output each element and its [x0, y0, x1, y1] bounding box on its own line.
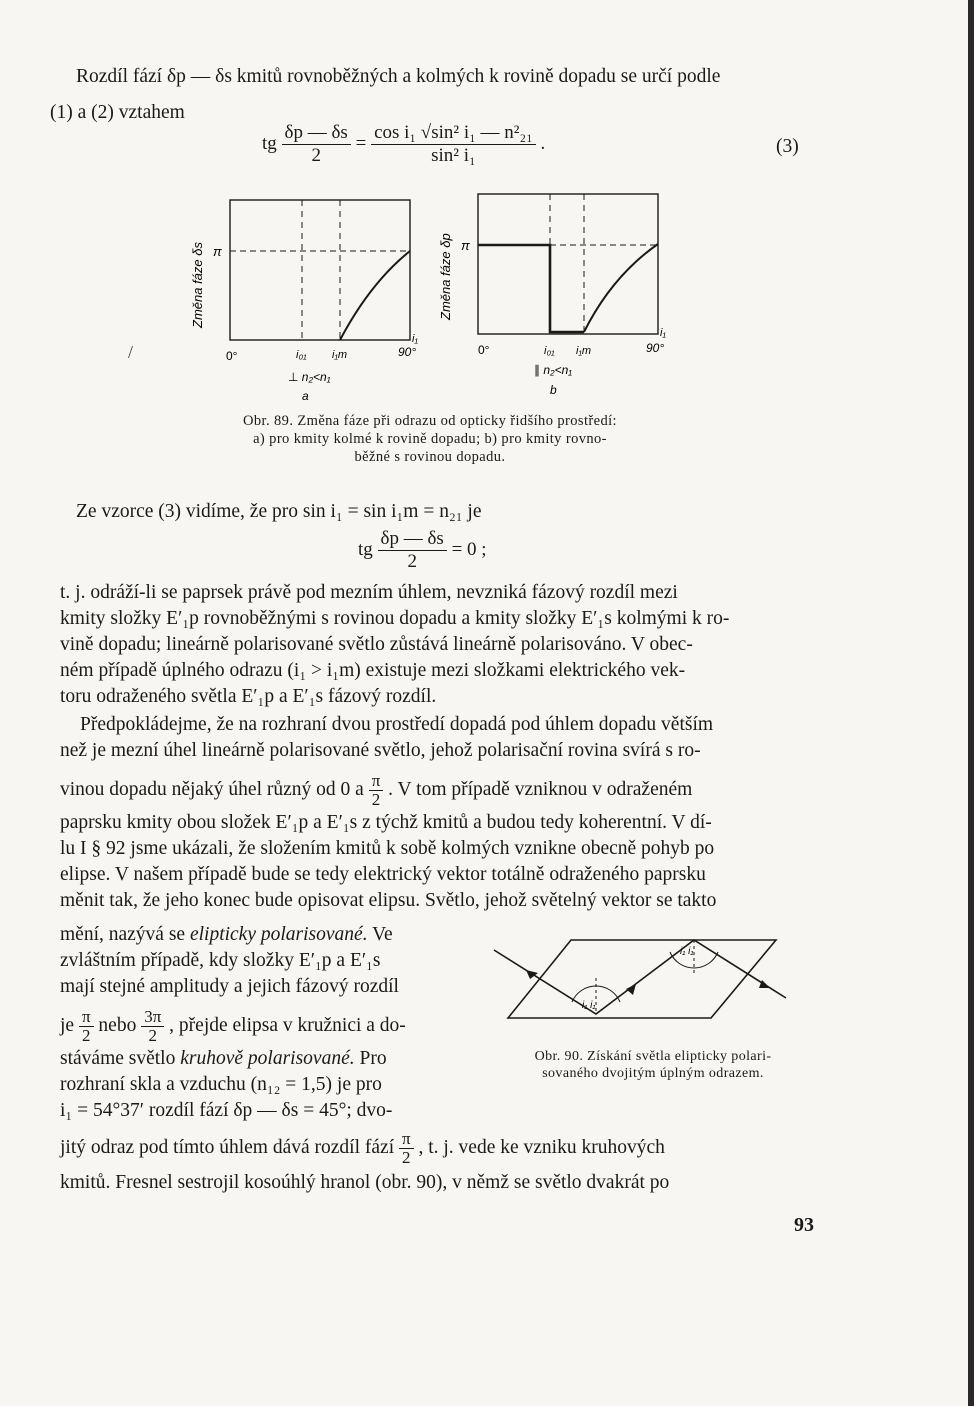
fig89-caption-line: Obr. 89. Změna fáze při odrazu od opticky řidšího prostředí: [243, 413, 617, 429]
narrow-4-f1-den: 2 [82, 1026, 91, 1045]
narrow-5c: Pro [354, 1048, 387, 1069]
eq3-equals: = [355, 132, 367, 154]
last1-num: π [399, 1130, 414, 1149]
eq3-rhs-num: cos i₁ √sin² i₁ — n²₂₁ [371, 122, 536, 145]
eq3-suffix: . [540, 132, 546, 154]
fig90-angle-label: i₁ i₁ [680, 946, 694, 957]
para3-pi-before: vinou dopadu nějaký úhel různý od 0 a [60, 778, 364, 800]
fig89a-pi: π [213, 244, 222, 259]
page-edge-shadow [968, 0, 974, 1406]
fig89a-i1m: i₁m [332, 349, 348, 361]
fig89-caption-line: a) pro kmity kolmé k rovině dopadu; b) pro kmity rovno- [253, 431, 607, 447]
fig89b-i1: i₁ [660, 327, 666, 339]
last1-fraction [399, 1130, 414, 1167]
para3-narrow-line-4 [60, 1008, 406, 1045]
para3-pi-num: π [369, 772, 384, 791]
para3-pi-den: 2 [371, 790, 381, 809]
para2-line-1: Ze vzorce (3) vidíme, že pro sin i₁ = sin i₁m = n₂₁ je [76, 501, 482, 522]
fig89a-i01: i₀₁ [296, 349, 307, 361]
fig89b-x0: 0° [478, 343, 490, 357]
narrow-4-fraction-2 [141, 1008, 164, 1045]
para2-text-line: kmity složky E′₁p rovnoběžnými s rovinou dopadu a kmity složky E′₁s kolmými k ro- [60, 608, 730, 629]
narrow-4-f2-den: 2 [148, 1026, 157, 1045]
fig90-arrow [626, 984, 636, 995]
para3-text-line: lu I § 92 jsme ukázali, že složením kmitů k sobě kolmých vznikne obecně pohyb po [60, 838, 715, 859]
page-number: 93 [794, 1214, 814, 1236]
figure-89-caption [190, 412, 670, 466]
eq0-fraction [378, 528, 447, 573]
fig90-arrow [526, 970, 538, 979]
fig89b-step [478, 245, 584, 332]
fig89b-condition: ∥ n₂<n₁ [534, 363, 573, 377]
para2-text-line: toru odraženého světla E′₁p a E′₁s fázový rozdíl. [60, 686, 437, 707]
para3-narrow-line-7: i₁ = 54°37′ rozdíl fází δp — δs = 45°; dvo- [60, 1100, 393, 1121]
para2-text-line: ném případě úplného odrazu (i₁ > i₁m) existuje mezi složkami elektrického vek- [60, 660, 686, 681]
fig89a-curve [340, 251, 410, 340]
eq3-label: (3) [776, 136, 799, 157]
para3-last-line-2: kmitů. Fresnel sestrojil kosoúhlý hranol (obr. 90), v němž se světlo dvakrát po [60, 1172, 670, 1193]
eq0-tg: tg [358, 538, 373, 560]
para3-pi-line [60, 772, 692, 809]
fig90-angle-arc [572, 986, 620, 1002]
fig89a-condition: ⊥ n₂<n₁ [288, 370, 331, 384]
fig89a-x90: 90° [398, 345, 417, 359]
para3-text-line: elipse. V našem případě bude se tedy elektrický vektor totálně odraženého paprsku [60, 864, 706, 885]
fig89b-i01: i₀₁ [544, 345, 555, 357]
eq3-lhs-den: 2 [311, 145, 321, 166]
eq0-den: 2 [407, 551, 417, 572]
para2-text-line: t. j. odráží-li se paprsek právě pod mezním úhlem, nevzniká fázový rozdíl mezi [60, 582, 678, 603]
para2-text-line: vině dopadu; lineárně polarisované světlo zůstává lineárně polarisováno. V obec- [60, 634, 693, 655]
figure-89a-panel [190, 200, 418, 403]
narrow-5a: stáváme světlo [60, 1048, 181, 1069]
equation-zero [358, 528, 487, 573]
eq0-num: δp — δs [378, 528, 447, 551]
fig90-angle-label: i₁ i₁ [582, 1000, 596, 1011]
fig89b-letter: b [550, 383, 557, 397]
para3-narrow-line-6: rozhraní skla a vzduchu (n₁₂ = 1,5) je pro [60, 1074, 382, 1095]
fig89b-x90: 90° [646, 341, 665, 355]
para3-text-line: měnit tak, že jeho konec bude opisovat elipsu. Světlo, jehož světelný vektor se takto [60, 890, 717, 911]
fig90-caption-line: sovaného dvojitým úplným odrazem. [542, 1066, 764, 1081]
narrow-4-f1-num: π [79, 1008, 94, 1027]
fig89b-curve [584, 244, 658, 332]
fig89-caption-line: běžné s rovinou dopadu. [354, 449, 506, 465]
para3-last-line-1 [60, 1130, 665, 1167]
para3-text-line: než je mezní úhel lineárně polarisované světlo, jehož polarisační rovina svírá s ro- [60, 740, 701, 761]
narrow-4-fraction-1 [79, 1008, 94, 1045]
fig89b-i1m: i₁m [576, 345, 592, 357]
stray-mark: / [128, 342, 134, 362]
fig89a-x0: 0° [226, 349, 238, 363]
narrow-4-f2-num: 3π [141, 1008, 164, 1027]
para3-pi-fraction [369, 772, 384, 809]
fig89a-frame [230, 200, 410, 340]
narrow-4-rest: , přejde elipsa v kružnici a do- [169, 1014, 406, 1036]
fig89a-ylabel: Změna fáze δs [190, 242, 205, 328]
fig89b-frame [478, 194, 658, 334]
figure-90 [486, 918, 796, 1030]
para3-text-line: paprsku kmity obou složek E′₁p a E′₁s z týchž kmitů a budou tedy koherentní. V dí- [60, 812, 712, 833]
para3-narrow-line-1 [60, 922, 393, 948]
last1-den: 2 [402, 1148, 411, 1167]
eq3-lhs-fraction [282, 122, 351, 167]
narrow-4-nebo: nebo [98, 1014, 137, 1036]
figure-89b-panel [438, 194, 666, 397]
para3-pi-after: . V tom případě vzniknou v odraženém [388, 778, 693, 800]
last1-after: , t. j. vede ke vzniku kruhových [418, 1136, 665, 1158]
figure-89 [180, 188, 700, 413]
fig90-ray [494, 940, 786, 1014]
fig89b-ylabel: Změna fáze δp [438, 233, 453, 320]
para3-narrow-line-2: zvláštním případě, kdy složky E′₁p a E′₁s [60, 950, 381, 971]
term-circularly-polarised: kruhově polarisované. [180, 1048, 355, 1069]
narrow-1c: Ve [367, 924, 393, 945]
intro-line-2: (1) a (2) vztahem [50, 102, 185, 123]
eq0-suffix: = 0 ; [451, 538, 487, 560]
fig89b-pi: π [461, 238, 470, 253]
last1-before: jitý odraz pod tímto úhlem dává rozdíl fází [60, 1136, 395, 1158]
eq3-rhs-fraction [371, 122, 536, 167]
equation-3 [262, 122, 545, 167]
para3-narrow-line-3: mají stejné amplitudy a jejich fázový rozdíl [60, 976, 399, 997]
narrow-4-je: je [60, 1014, 75, 1036]
fig90-caption-line: Obr. 90. Získání světla elipticky polari- [534, 1049, 772, 1064]
para3-text-line: Předpokládejme, že na rozhraní dvou prostředí dopadá pod úhlem dopadu větším [80, 714, 714, 735]
para3-narrow-line-5 [60, 1046, 387, 1072]
intro-line-1: Rozdíl fází δp — δs kmitů rovnoběžných a kolmých k rovině dopadu se určí podle [76, 66, 721, 87]
fig89a-i1: i₁ [412, 333, 418, 345]
eq3-rhs-den: sin² i₁ [431, 145, 476, 166]
eq3-tg: tg [262, 132, 277, 154]
narrow-1a: mění, nazývá se [60, 924, 190, 945]
figure-90-caption [488, 1048, 818, 1082]
term-elliptically-polarised: elipticky polarisované. [189, 924, 368, 945]
fig89a-letter: a [302, 389, 309, 403]
eq3-lhs-num: δp — δs [282, 122, 351, 145]
